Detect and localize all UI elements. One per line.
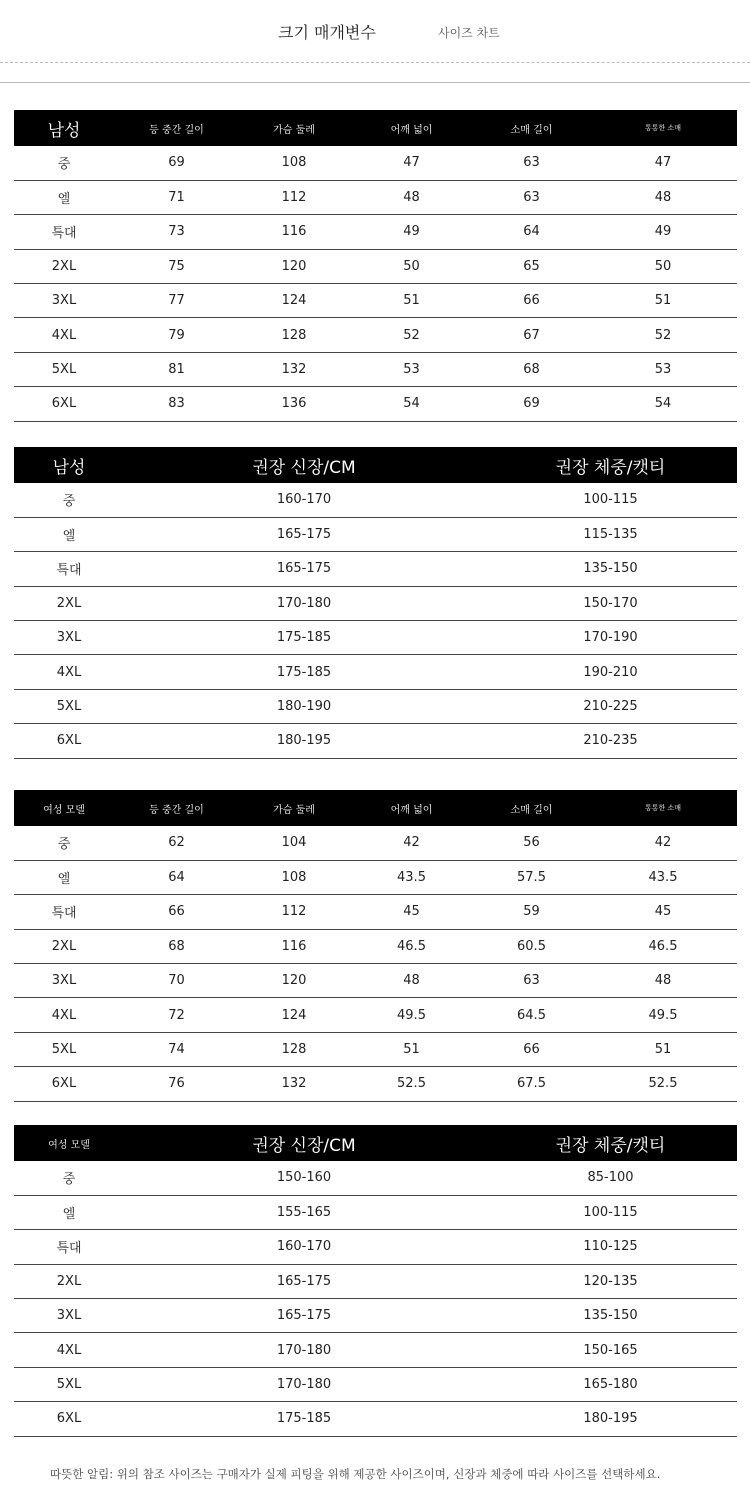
value-cell: 54 (589, 387, 737, 421)
value-cell: 52 (589, 318, 737, 352)
value-cell: 170-180 (124, 1367, 484, 1401)
value-cell: 52.5 (589, 1067, 737, 1101)
table-row (14, 517, 737, 551)
value-cell: 180-195 (484, 1402, 737, 1436)
value-cell: 210-235 (484, 724, 737, 758)
table-row (14, 1299, 737, 1333)
value-cell: 120-135 (484, 1264, 737, 1298)
value-cell: 85-100 (484, 1161, 737, 1195)
value-cell: 124 (239, 284, 349, 318)
size-label-cell: 중 (14, 146, 114, 180)
value-cell: 112 (239, 895, 349, 929)
value-cell: 120 (239, 249, 349, 283)
value-cell: 76 (114, 1067, 239, 1101)
value-cell: 48 (349, 180, 474, 214)
value-cell: 74 (114, 1032, 239, 1066)
value-cell: 63 (474, 964, 589, 998)
size-label-cell: 5XL (14, 689, 124, 723)
value-cell: 45 (589, 895, 737, 929)
value-cell: 175-185 (124, 1402, 484, 1436)
value-cell: 160-170 (124, 483, 484, 517)
value-cell: 52.5 (349, 1067, 474, 1101)
value-cell: 128 (239, 318, 349, 352)
size-label-cell: 특대 (14, 215, 114, 249)
table-row (14, 724, 737, 758)
value-cell: 112 (239, 180, 349, 214)
value-cell: 48 (349, 964, 474, 998)
size-label-cell: 엘 (14, 1195, 124, 1229)
value-cell: 135-150 (484, 1299, 737, 1333)
size-label-cell: 2XL (14, 249, 114, 283)
table-row (14, 284, 737, 318)
value-cell: 50 (589, 249, 737, 283)
page-header (0, 0, 750, 90)
table-row (14, 1367, 737, 1401)
table-row (14, 621, 737, 655)
value-cell: 170-190 (484, 621, 737, 655)
value-cell: 51 (589, 284, 737, 318)
header-cell-gender: 여성 모델 (43, 804, 85, 816)
value-cell: 104 (239, 826, 349, 860)
header-cell-weight: 권장 체중/캣티 (555, 457, 666, 478)
value-cell: 66 (474, 1032, 589, 1066)
value-cell: 51 (589, 1032, 737, 1066)
size-label-cell: 5XL (14, 1032, 114, 1066)
value-cell: 69 (114, 146, 239, 180)
value-cell: 67.5 (474, 1067, 589, 1101)
value-cell: 45 (349, 895, 474, 929)
value-cell: 66 (114, 895, 239, 929)
value-cell: 128 (239, 1032, 349, 1066)
table-row (14, 1230, 737, 1264)
header-cell-chest: 가슴 둘레 (273, 124, 315, 136)
table-row (14, 1067, 737, 1101)
value-cell: 110-125 (484, 1230, 737, 1264)
table-row (14, 1032, 737, 1066)
header-cell-sleeve-length: 소매 길이 (510, 804, 553, 816)
value-cell: 120 (239, 964, 349, 998)
value-cell: 51 (349, 1032, 474, 1066)
header-divider (0, 82, 750, 83)
value-cell: 56 (474, 826, 589, 860)
value-cell: 52 (349, 318, 474, 352)
value-cell: 63 (474, 146, 589, 180)
value-cell: 79 (114, 318, 239, 352)
table-header-row (14, 447, 737, 483)
value-cell: 64.5 (474, 998, 589, 1032)
size-label-cell: 특대 (14, 552, 124, 586)
table-row (14, 998, 737, 1032)
size-label-cell: 3XL (14, 621, 124, 655)
value-cell: 150-165 (484, 1333, 737, 1367)
size-label-cell: 5XL (14, 1367, 124, 1401)
value-cell: 108 (239, 860, 349, 894)
size-label-cell: 4XL (14, 655, 124, 689)
value-cell: 170-180 (124, 1333, 484, 1367)
value-cell: 57.5 (474, 860, 589, 894)
size-label-cell: 3XL (14, 284, 114, 318)
value-cell: 59 (474, 895, 589, 929)
value-cell: 77 (114, 284, 239, 318)
women-measurement-body (14, 826, 737, 1101)
size-label-cell: 4XL (14, 1333, 124, 1367)
header-cell-sleeve-length: 소매 길이 (510, 124, 553, 136)
table-row (14, 352, 737, 386)
value-cell: 46.5 (589, 929, 737, 963)
value-cell: 71 (114, 180, 239, 214)
header-cell-gender: 남성 (52, 457, 86, 478)
table-row (14, 1161, 737, 1195)
size-label-cell: 중 (14, 826, 114, 860)
table-row (14, 1264, 737, 1298)
table-row (14, 895, 737, 929)
size-label-cell: 특대 (14, 895, 114, 929)
value-cell: 73 (114, 215, 239, 249)
table-row (14, 1195, 737, 1229)
header-cell-gender: 여성 모델 (48, 1139, 90, 1151)
size-label-cell: 6XL (14, 724, 124, 758)
table-row (14, 586, 737, 620)
women-recommendation-table (14, 1125, 737, 1437)
table-header-row (14, 1125, 737, 1161)
size-label-cell: 엘 (14, 180, 114, 214)
size-label-cell: 3XL (14, 1299, 124, 1333)
value-cell: 63 (474, 180, 589, 214)
size-label-cell: 6XL (14, 1067, 114, 1101)
size-label-cell: 중 (14, 1161, 124, 1195)
table-row (14, 826, 737, 860)
men-recommendation-body (14, 483, 737, 758)
table-row (14, 146, 737, 180)
women-recommendation-body (14, 1161, 737, 1436)
table-header-row (14, 790, 737, 826)
value-cell: 69 (474, 387, 589, 421)
value-cell: 100-115 (484, 1195, 737, 1229)
header-cell-height: 권장 신장/CM (252, 1135, 356, 1156)
page-title: 크기 매개변수 (278, 23, 376, 42)
value-cell: 65 (474, 249, 589, 283)
value-cell: 108 (239, 146, 349, 180)
value-cell: 54 (349, 387, 474, 421)
value-cell: 116 (239, 215, 349, 249)
value-cell: 175-185 (124, 655, 484, 689)
table-row (14, 249, 737, 283)
header-cell-back-length: 등 중간 길이 (149, 124, 204, 136)
header-cell-height: 권장 신장/CM (252, 457, 356, 478)
size-label-cell: 4XL (14, 998, 114, 1032)
men-measurement-body (14, 146, 737, 421)
header-cell-back-length: 등 중간 길이 (149, 804, 204, 816)
header-cell-shoulder: 어깨 넓이 (390, 124, 433, 136)
value-cell: 100-115 (484, 483, 737, 517)
value-cell: 49.5 (349, 998, 474, 1032)
header-cell-weight: 권장 체중/캣티 (555, 1135, 666, 1156)
value-cell: 43.5 (589, 860, 737, 894)
value-cell: 62 (114, 826, 239, 860)
table-row (14, 215, 737, 249)
header-cell-sleeve-width: 통통한 소매 (644, 804, 682, 812)
table-row (14, 689, 737, 723)
table-row (14, 180, 737, 214)
value-cell: 165-175 (124, 552, 484, 586)
size-label-cell: 6XL (14, 387, 114, 421)
men-recommendation-table (14, 447, 737, 759)
value-cell: 53 (589, 352, 737, 386)
men-measurement-table (14, 110, 737, 422)
value-cell: 170-180 (124, 586, 484, 620)
value-cell: 165-180 (484, 1367, 737, 1401)
value-cell: 132 (239, 1067, 349, 1101)
size-label-cell: 3XL (14, 964, 114, 998)
value-cell: 64 (114, 860, 239, 894)
value-cell: 180-195 (124, 724, 484, 758)
size-label-cell: 엘 (14, 860, 114, 894)
table-row (14, 655, 737, 689)
value-cell: 60.5 (474, 929, 589, 963)
table-header-row (14, 110, 737, 146)
value-cell: 68 (474, 352, 589, 386)
table-row (14, 552, 737, 586)
value-cell: 124 (239, 998, 349, 1032)
table-row (14, 318, 737, 352)
value-cell: 67 (474, 318, 589, 352)
header-cell-shoulder: 어깨 넓이 (390, 804, 433, 816)
value-cell: 132 (239, 352, 349, 386)
value-cell: 135-150 (484, 552, 737, 586)
table-row (14, 1333, 737, 1367)
value-cell: 66 (474, 284, 589, 318)
value-cell: 116 (239, 929, 349, 963)
women-measurement-table (14, 790, 737, 1102)
value-cell: 51 (349, 284, 474, 318)
value-cell: 165-175 (124, 1264, 484, 1298)
value-cell: 210-225 (484, 689, 737, 723)
value-cell: 50 (349, 249, 474, 283)
value-cell: 42 (589, 826, 737, 860)
table-row (14, 929, 737, 963)
value-cell: 47 (589, 146, 737, 180)
value-cell: 42 (349, 826, 474, 860)
value-cell: 46.5 (349, 929, 474, 963)
value-cell: 43.5 (349, 860, 474, 894)
table-row (14, 860, 737, 894)
size-label-cell: 특대 (14, 1230, 124, 1264)
value-cell: 155-165 (124, 1195, 484, 1229)
table-row (14, 1402, 737, 1436)
value-cell: 165-175 (124, 517, 484, 551)
value-cell: 83 (114, 387, 239, 421)
value-cell: 68 (114, 929, 239, 963)
value-cell: 81 (114, 352, 239, 386)
value-cell: 115-135 (484, 517, 737, 551)
table-row (14, 483, 737, 517)
value-cell: 53 (349, 352, 474, 386)
value-cell: 175-185 (124, 621, 484, 655)
value-cell: 165-175 (124, 1299, 484, 1333)
value-cell: 160-170 (124, 1230, 484, 1264)
value-cell: 48 (589, 180, 737, 214)
size-label-cell: 2XL (14, 929, 114, 963)
size-label-cell: 6XL (14, 1402, 124, 1436)
header-cell-chest: 가슴 둘레 (273, 804, 315, 816)
value-cell: 150-160 (124, 1161, 484, 1195)
value-cell: 70 (114, 964, 239, 998)
header-cell-sleeve-width: 통통한 소매 (644, 124, 682, 132)
table-row (14, 387, 737, 421)
page-subtitle: 사이즈 차트 (438, 26, 500, 40)
size-label-cell: 2XL (14, 586, 124, 620)
size-label-cell: 4XL (14, 318, 114, 352)
header-cell-gender: 남성 (47, 120, 81, 141)
value-cell: 64 (474, 215, 589, 249)
value-cell: 150-170 (484, 586, 737, 620)
value-cell: 75 (114, 249, 239, 283)
table-row (14, 964, 737, 998)
value-cell: 136 (239, 387, 349, 421)
value-cell: 47 (349, 146, 474, 180)
value-cell: 49 (589, 215, 737, 249)
value-cell: 48 (589, 964, 737, 998)
size-label-cell: 중 (14, 483, 124, 517)
size-label-cell: 5XL (14, 352, 114, 386)
size-label-cell: 2XL (14, 1264, 124, 1298)
value-cell: 49.5 (589, 998, 737, 1032)
value-cell: 49 (349, 215, 474, 249)
value-cell: 190-210 (484, 655, 737, 689)
size-label-cell: 엘 (14, 517, 124, 551)
value-cell: 72 (114, 998, 239, 1032)
header-divider-dashed (0, 62, 750, 63)
sizing-note: 따뜻한 알림: 위의 참조 사이즈는 구매자가 실제 피팅을 위해 제공한 사이즈이며, 신장과 체중에 따라 사이즈를 선택하세요. (50, 1467, 661, 1481)
value-cell: 180-190 (124, 689, 484, 723)
